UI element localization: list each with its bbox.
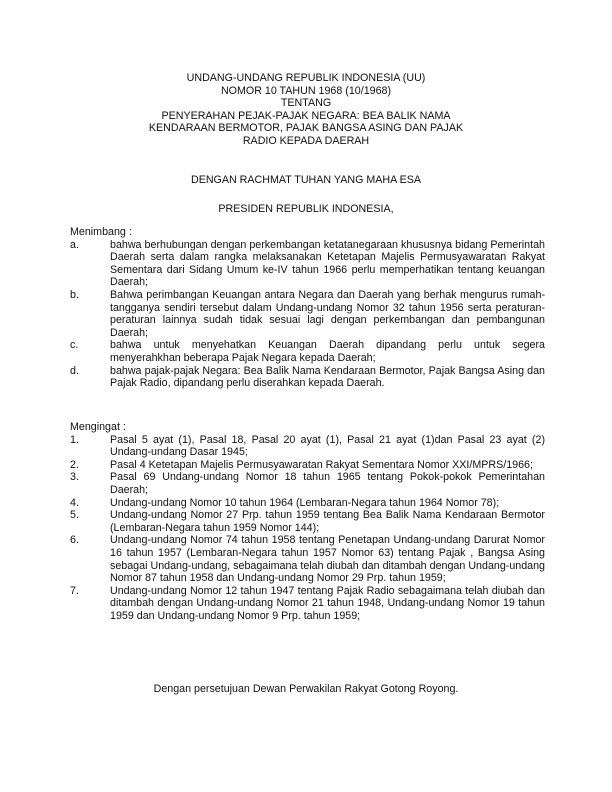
list-item	[70, 434, 545, 459]
item-marker: 6.	[70, 534, 79, 547]
item-text: Pasal 4 Ketetapan Majelis Permusyawaratan Rakyat Sementara Nomor XXI/MPRS/1966;	[110, 458, 533, 471]
item-marker: a.	[70, 238, 79, 251]
item-marker: 1.	[70, 433, 79, 446]
closing-line: Dengan persetujuan Dewan Perwakilan Rakyat Gotong Royong.	[153, 683, 459, 695]
list-item	[70, 239, 545, 289]
list-item	[70, 585, 545, 623]
list-item	[70, 459, 545, 472]
title-line: RADIO KEPADA DAERAH	[242, 134, 370, 147]
mengingat-label: Mengingat :	[70, 421, 126, 433]
item-marker: c.	[70, 339, 79, 352]
item-text: Undang-undang Nomor 27 Prp. tahun 1959 tentang Bea Balik Nama Kendaraan Bermotor (Lembaran-Negara tahun 1959 Nomor 144);	[110, 509, 545, 534]
title-line: PENYERAHAN PEJAK-PAJAK NEGARA: BEA BALIK NAMA	[161, 109, 451, 122]
list-item	[70, 339, 545, 364]
law-title-block	[60, 72, 552, 148]
title-line: NOMOR 10 TAHUN 1968 (10/1968)	[220, 84, 392, 97]
item-marker: b.	[70, 288, 79, 301]
item-text: Undang-undang Nomor 10 tahun 1964 (Lembaran-Negara tahun 1964 Nomor 78);	[110, 496, 500, 509]
item-text: Undang-undang Nomor 74 tahun 1958 tentang Penetapan Undang-undang Darurat Nomor 16 tahun 1957 (Lembaran-Negara tahun 1957 Nomor 63) tentang Pajak , Bangsa Asing sebagai Undang-undang, sebagaimana telah diubah dan ditambah dengan Undang-undang Nomor 87 tahun 1958 dan Undang-undang Nomor 29 Prp. tahun 1959;	[110, 534, 545, 585]
title-line: TENTANG	[280, 97, 332, 110]
item-marker: 4.	[70, 496, 79, 509]
item-marker: 5.	[70, 509, 79, 522]
title-line: KENDARAAN BERMOTOR, PAJAK BANGSA ASING DAN PAJAK	[148, 122, 464, 135]
item-text: bahwa berhubungan dengan perkembangan ketatanegaraan khususnya bidang Pemerintah Daerah serta dalam rangka melaksanakan Ketetapan Majelis Permusyawaratan Rakyat Sementara dari Sidang Umum ke-IV tahun 1966 perlu memperhatikan tentang keuangan Daerah;	[110, 238, 545, 289]
menimbang-section	[70, 226, 545, 390]
list-item	[70, 534, 545, 584]
list-item	[70, 497, 545, 510]
item-marker: 2.	[70, 458, 79, 471]
list-item	[70, 289, 545, 339]
president-line: PRESIDEN REPUBLIK INDONESIA,	[218, 203, 394, 215]
item-marker: 3.	[70, 471, 79, 484]
item-text: Undang-undang Nomor 12 tahun 1947 tentang Pajak Radio sebagaimana telah diubah dan ditambah dengan Undang-undang Nomor 21 tahun 1948, Undang-undang Nomor 19 tahun 1959 dan Undang-undang Nomor 9 Prp. tahun 1959;	[110, 584, 545, 622]
menimbang-label: Menimbang :	[70, 226, 132, 238]
list-item	[70, 365, 545, 390]
mengingat-section	[70, 421, 545, 623]
list-item	[70, 471, 545, 496]
item-text: Bahwa perimbangan Keuangan antara Negara dan Daerah yang berhak mengurus rumah-tangganya sendiri tersebut dalam Undang-undang Nomor 32 tahun 1956 serta peraturan-peraturan lainnya sudah tidak sesuai lagi dengan perkembangan dan pembangunan Daerah;	[110, 288, 545, 339]
title-line: UNDANG-UNDANG REPUBLIK INDONESIA (UU)	[186, 72, 426, 84]
item-text: Pasal 5 ayat (1), Pasal 18, Pasal 20 ayat (1), Pasal 21 ayat (1)dan Pasal 23 ayat (2) Undang-undang Dasar 1945;	[110, 433, 545, 459]
item-marker: d.	[70, 364, 79, 377]
item-text: bahwa pajak-pajak Negara: Bea Balik Nama Kendaraan Bermotor, Pajak Bangsa Asing dan Pajak Radio, dipandang perlu diserahkan kepada Daerah.	[110, 364, 545, 390]
item-text: bahwa untuk menyehatkan Keuangan Daerah dipandang perlu untuk segera menyerahkhan beberapa Pajak Negara kepada Daerah;	[110, 339, 545, 364]
list-item	[70, 509, 545, 534]
item-text: Pasal 69 Undang-undang Nomor 18 tahun 1965 tentang Pokok-pokok Pemerintahan Daerah;	[110, 471, 545, 496]
blessing-line: DENGAN RACHMAT TUHAN YANG MAHA ESA	[190, 174, 422, 186]
item-marker: 7.	[70, 584, 79, 597]
